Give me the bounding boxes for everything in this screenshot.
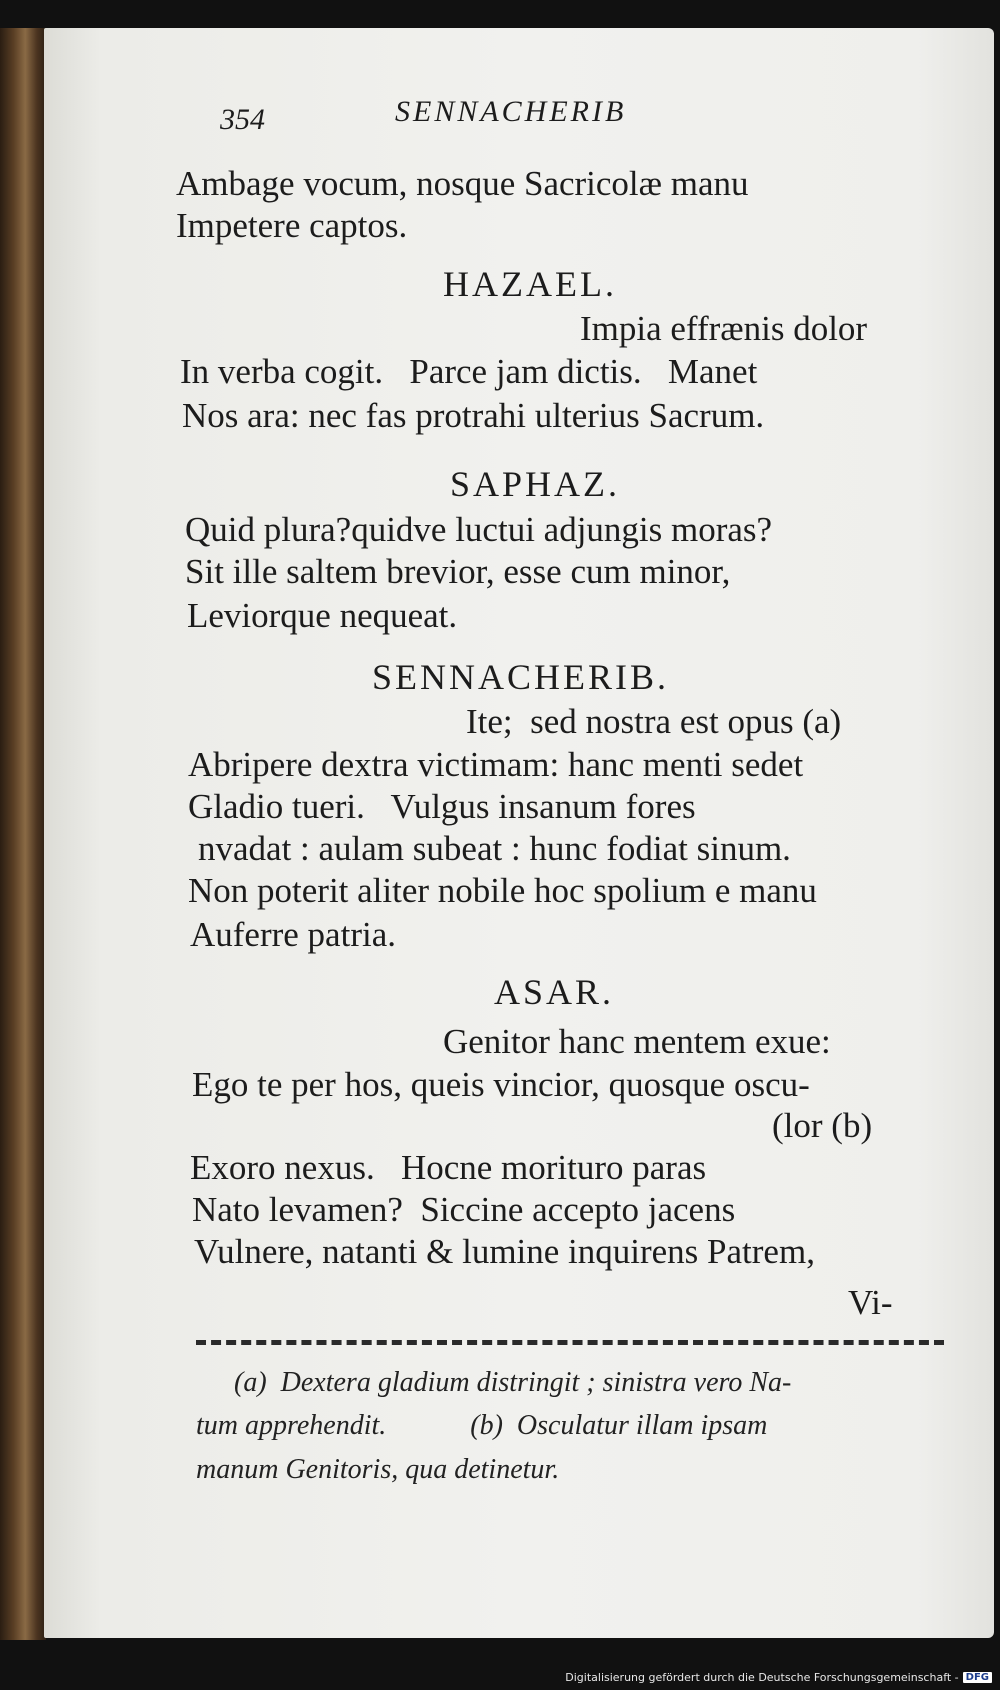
text-line: Ambage vocum, nosque Sacricolæ manu (176, 164, 749, 203)
speaker-name: SAPHAZ. (450, 464, 621, 504)
speaker-name: SENNACHERIB. (372, 657, 670, 697)
text-line: Nato levamen? Siccine accepto jacens (192, 1190, 736, 1229)
text-line: Nos ara: nec fas protrahi ulterius Sacrum. (182, 396, 765, 435)
text-line: Sit ille saltem brevior, esse cum minor, (185, 552, 731, 591)
text-line: Non poterit aliter nobile hoc spolium e manu (188, 871, 817, 910)
text-line: Genitor hanc mentem exue: (443, 1022, 831, 1061)
catchword: Vi- (848, 1283, 893, 1322)
text-line: Impia effrænis dolor (580, 309, 868, 348)
running-title: SENNACHERIB (395, 95, 627, 128)
text-line: Leviorque nequeat. (187, 596, 458, 635)
text-line: Vulnere, natanti & lumine inquirens Patrem, (194, 1232, 815, 1271)
footnote-line: (a) Dextera gladium distringit ; sinistra vero Na- (234, 1367, 792, 1398)
text-line: Exoro nexus. Hocne morituro paras (190, 1148, 707, 1187)
footnote-divider (196, 1340, 944, 1345)
speaker-name: ASAR. (494, 972, 615, 1012)
credit-text: Digitalisierung gefördert durch die Deutsche Forschungsgemeinschaft - (565, 1671, 959, 1684)
book-spine (0, 28, 46, 1640)
text-line: Gladio tueri. Vulgus insanum fores (188, 787, 696, 826)
text-line: (lor (b) (772, 1106, 873, 1145)
speaker-name: HAZAEL. (443, 264, 617, 304)
text-line: Ego te per hos, queis vincior, quosque oscu- (192, 1065, 810, 1104)
dfg-logo-icon: DFG (963, 1672, 992, 1683)
footnote-line: manum Genitoris, qua detinetur. (196, 1454, 560, 1485)
footnote-line: tum apprehendit. (b) Osculatur illam ipsam (196, 1410, 768, 1441)
text-line: nvadat : aulam subeat : hunc fodiat sinum. (198, 829, 791, 868)
text-line: Quid plura?quidve luctui adjungis moras? (185, 510, 773, 549)
digitization-credit (565, 1671, 992, 1684)
text-line: Ite; sed nostra est opus (a) (466, 702, 842, 741)
text-line: Impetere captos. (176, 206, 408, 245)
text-line: In verba cogit. Parce jam dictis. Manet (180, 352, 758, 391)
page-number: 354 (220, 103, 265, 136)
text-line: Abripere dextra victimam: hanc menti sedet (188, 745, 804, 784)
text-line: Auferre patria. (190, 915, 396, 954)
